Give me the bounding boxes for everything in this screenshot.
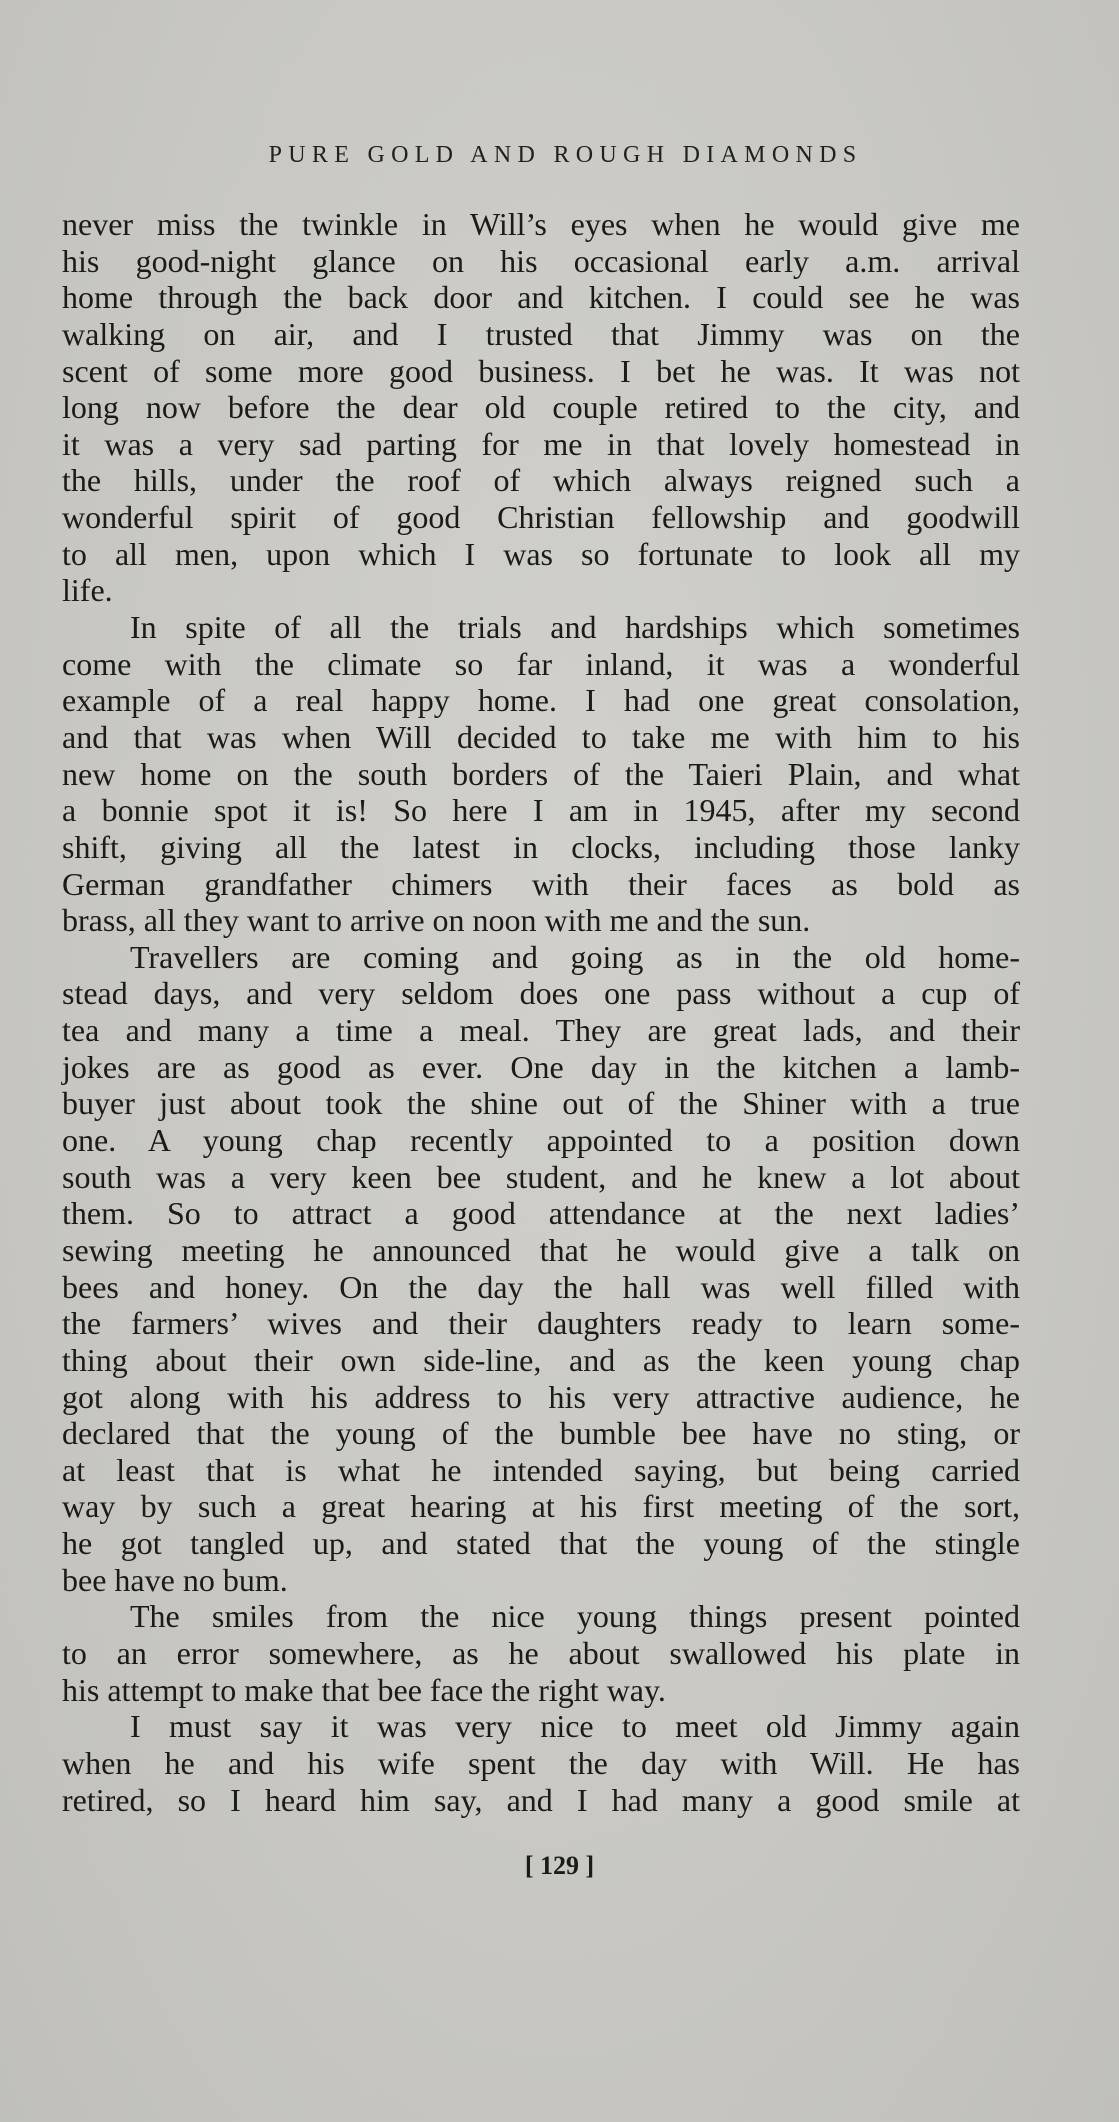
text-line: he got tangled up, and stated that the young of the stingle [62,1525,1020,1562]
text-line: life. [62,572,113,609]
text-line: to an error somewhere, as he about swallowed his plate in [62,1634,1020,1671]
text-line: tea and many a time a meal. They are great lads, and their [62,1012,1020,1049]
body-text [62,206,1020,1818]
text-line: home through the back door and kitchen. I could see he was [62,279,1020,316]
text-line: buyer just about took the shine out of the Shiner with a true [62,1085,1020,1122]
text-line: bee have no bum. [62,1561,288,1598]
text-line: it was a very sad parting for me in that lovely homestead in [62,425,1020,462]
paragraph-start-line: The smiles from the nice young things present pointed [130,1598,1020,1635]
text-line: got along with his address to his very attractive audience, he [62,1378,1020,1415]
running-head: PURE GOLD AND ROUGH DIAMONDS [268,142,863,168]
text-line: walking on air, and I trusted that Jimmy was on the [62,315,1020,352]
text-line: long now before the dear old couple retired to the city, and [62,389,1020,426]
text-line: sewing meeting he announced that he would give a talk on [62,1231,1020,1268]
text-line: thing about their own side-line, and as the keen young chap [62,1341,1020,1378]
text-line: jokes are as good as ever. One day in the kitchen a lamb- [62,1048,1020,1085]
text-line: at least that is what he intended saying, but being carried [62,1451,1020,1488]
text-line: shift, giving all the latest in clocks, including those lanky [62,828,1020,865]
page-number: [ 129 ] [524,1851,595,1880]
text-line: and that was when Will decided to take me with him to his [62,718,1020,755]
text-line: bees and honey. On the day the hall was well filled with [62,1268,1020,1305]
text-line: come with the climate so far inland, it was a wonderful [62,645,1020,682]
text-line: brass, all they want to arrive on noon with me and the sun. [62,902,811,939]
text-line: scent of some more good business. I bet he was. It was not [62,352,1020,389]
text-line: declared that the young of the bumble bee have no sting, or [62,1415,1020,1452]
paragraph-start-line: I must say it was very nice to meet old Jimmy again [130,1708,1020,1745]
text-line: them. So to attract a good attendance at the next ladies’ [62,1195,1020,1232]
paragraph-start-line: In spite of all the trials and hardships which sometimes [130,609,1020,646]
text-line: his good-night glance on his occasional early a.m. arrival [62,242,1020,279]
text-line: new home on the south borders of the Taieri Plain, and what [62,755,1020,792]
text-line: stead days, and very seldom does one pass without a cup of [62,975,1020,1012]
text-line: a bonnie spot it is! So here I am in 1945, after my second [62,792,1020,829]
text-line: when he and his wife spent the day with Will. He has [62,1744,1020,1781]
text-line: retired, so I heard him say, and I had many a good smile at [62,1781,1020,1818]
text-line: German grandfather chimers with their faces as bold as [62,865,1020,902]
text-line: wonderful spirit of good Christian fellowship and goodwill [62,499,1020,536]
text-line: his attempt to make that bee face the right way. [62,1671,666,1708]
text-line: the farmers’ wives and their daughters ready to learn some- [62,1305,1020,1342]
text-line: one. A young chap recently appointed to a position down [62,1122,1020,1159]
text-line: to all men, upon which I was so fortunate to look all my [62,535,1020,572]
text-line: the hills, under the roof of which always reigned such a [62,462,1020,499]
text-line: south was a very keen bee student, and he knew a lot about [62,1158,1020,1195]
text-line: way by such a great hearing at his first meeting of the sort, [62,1488,1020,1525]
text-line: example of a real happy home. I had one great consolation, [62,682,1020,719]
text-line: never miss the twinkle in Will’s eyes when he would give me [62,206,1020,242]
paragraph-start-line: Travellers are coming and going as in the old home- [130,938,1020,975]
